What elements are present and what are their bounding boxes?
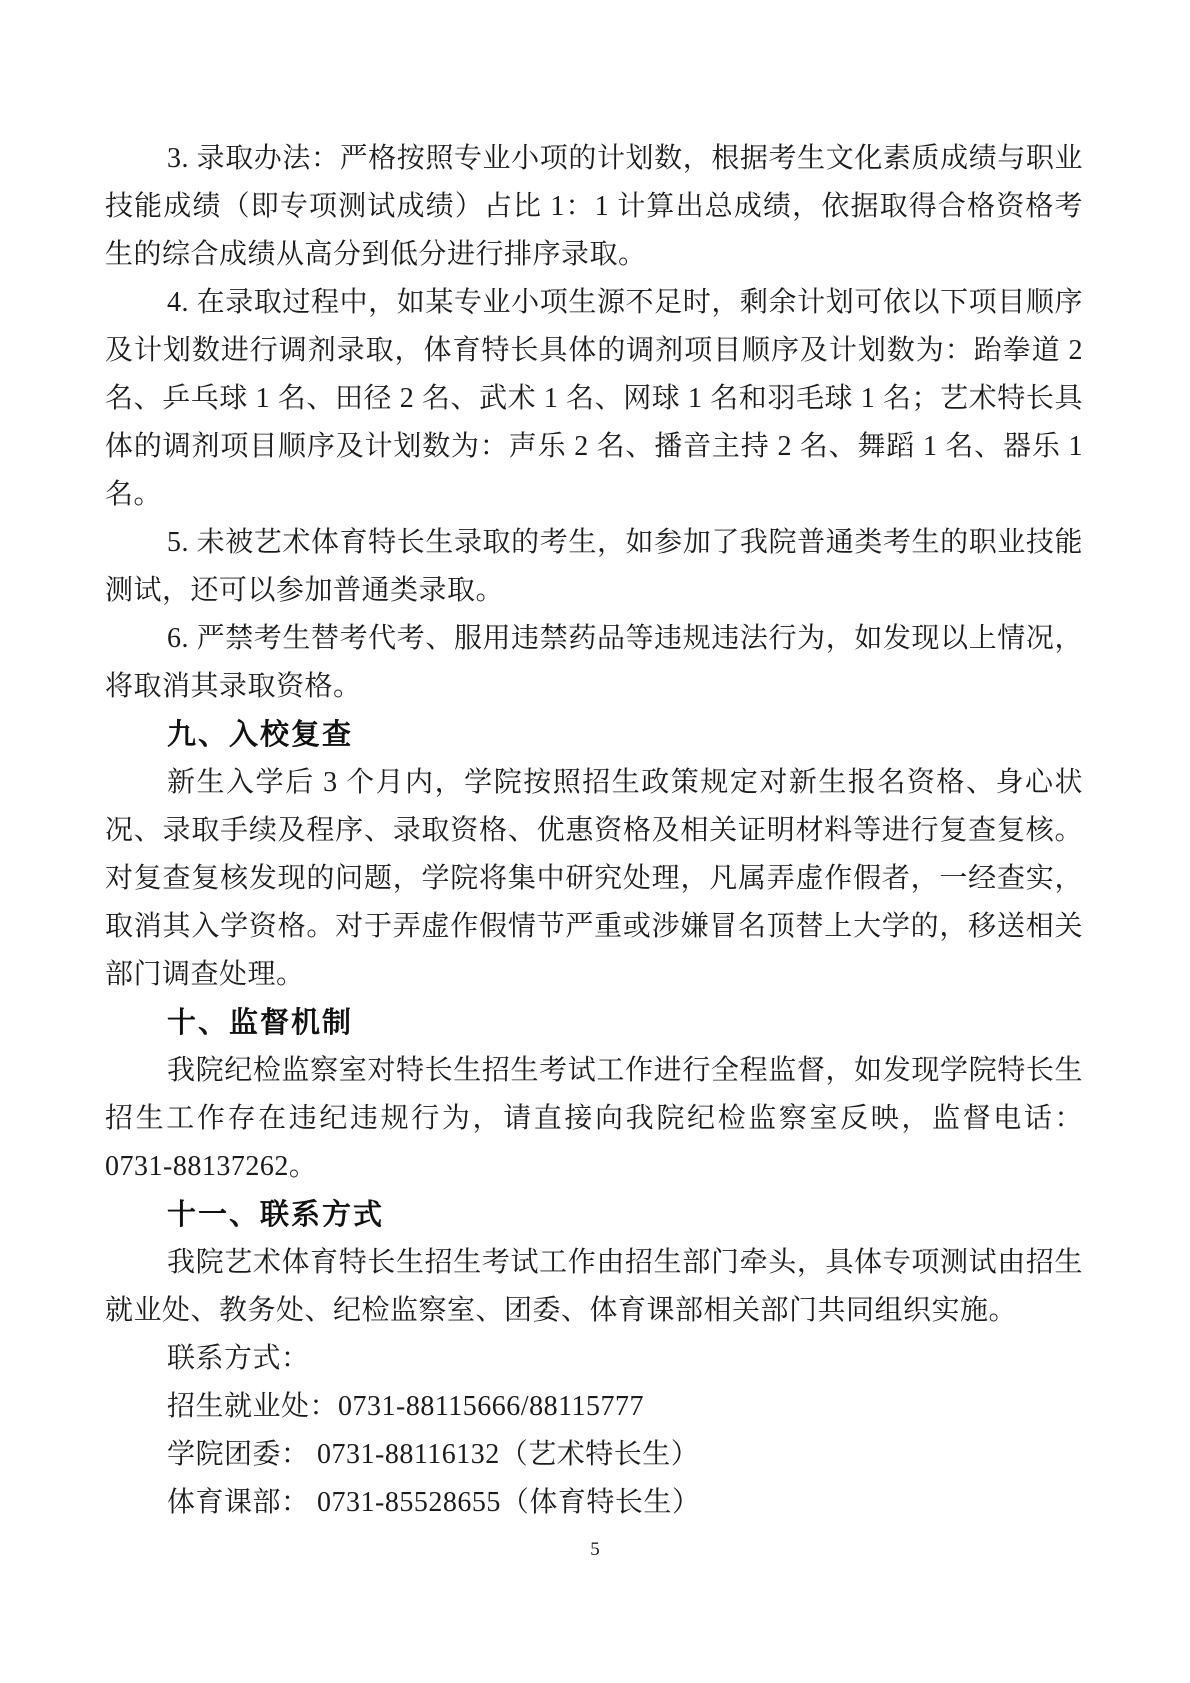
contact-label-line: 联系方式： — [167, 1343, 310, 1374]
contact-line-pe-department: 体育课部： 0731-85528655（体育特长生） — [167, 1487, 701, 1518]
paragraph-4-adjustment-plan: 4. 在录取过程中，如某专业小项生源不足时，剩余计划可依以下项目顺序及计划数进行调剂录取，体育特长具体的调剂项目顺序及计划数为：跆拳道 2 名、乒乓球 1 名、田径 2 名、武术 1 名、网球 1 名和羽毛球 1 名；艺术特长具体的调剂项目顺序及计划数为：声乐 2 名、播音主持 2 名、舞蹈 1 名、器乐 1 名。 — [105, 287, 1083, 510]
paragraph-3-admission-method: 3. 录取办法：严格按照专业小项的计划数，根据考生文化素质成绩与职业技能成绩（即专项测试成绩）占比 1：1 计算出总成绩，依据取得合格资格考生的综合成绩从高分到低分进行排序录取。 — [105, 143, 1083, 270]
contact-line-admissions-office: 招生就业处：0731-88115666/88115777 — [167, 1391, 645, 1422]
section-heading-10-supervision: 十、监督机制 — [167, 1007, 354, 1039]
contact-line-youth-league: 学院团委： 0731-88116132（艺术特长生） — [167, 1439, 700, 1470]
document-body — [105, 135, 1083, 1527]
paragraph-6-violations: 6. 严禁考生替考代考、服用违禁药品等违规违法行为，如发现以上情况，将取消其录取资格。 — [105, 623, 1083, 702]
section-heading-9-recheck: 九、入校复查 — [167, 719, 354, 751]
paragraph-enrollment-recheck: 新生入学后 3 个月内，学院按照招生政策规定对新生报名资格、身心状况、录取手续及程序、录取资格、优惠资格及相关证明材料等进行复查复核。对复查复核发现的问题，学院将集中研究处理，凡属弄虚作假者，一经查实，取消其入学资格。对于弄虚作假情节严重或涉嫌冒名顶替上大学的，移送相关部门调查处理。 — [105, 767, 1083, 990]
page-number: 5 — [590, 1539, 600, 1560]
page-footer — [0, 1538, 1190, 1562]
paragraph-supervision: 我院纪检监察室对特长生招生考试工作进行全程监督，如发现学院特长生招生工作存在违纪违规行为，请直接向我院纪检监察室反映，监督电话：0731-88137262。 — [105, 1055, 1083, 1182]
section-heading-11-contact: 十一、联系方式 — [167, 1199, 385, 1231]
paragraph-contact-intro: 我院艺术体育特长生招生考试工作由招生部门牵头，具体专项测试由招生就业处、教务处、纪检监察室、团委、体育课部相关部门共同组织实施。 — [105, 1247, 1083, 1326]
paragraph-5-general-admission: 5. 未被艺术体育特长生录取的考生，如参加了我院普通类考生的职业技能测试，还可以参加普通类录取。 — [105, 527, 1083, 606]
